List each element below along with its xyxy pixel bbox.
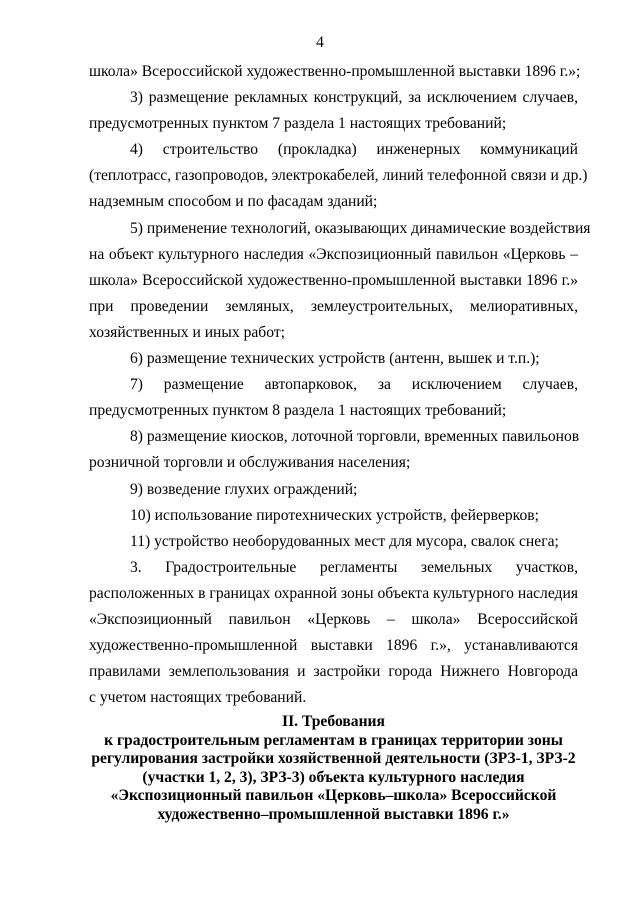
heading-title: II. Требования [282, 713, 385, 730]
paragraph-line: 5) применение технологий, оказывающих динамические воздействия [130, 219, 591, 237]
paragraph [89, 216, 591, 346]
paragraph [89, 346, 578, 372]
paragraph-line: с учетом настоящих требований. [89, 689, 307, 707]
paragraph-line: 3. Градостроительные регламенты земельных участков, [130, 558, 578, 576]
paragraph [89, 137, 588, 215]
paragraph-line: 10) использование пиротехнических устройств, фейерверков; [130, 506, 539, 524]
paragraph-line: на объект культурного наследия «Экспозиционный павильон «Церковь – [89, 245, 578, 263]
paragraph-line: 6) размещение технических устройств (антенн, вышек и т.п.); [130, 350, 540, 368]
paragraph-line: (теплотрасс, газопроводов, электрокабелей, линий телефонной связи и др.) [89, 167, 588, 185]
paragraph-line: 11) устройство необорудованных мест для мусора, свалок снега; [130, 532, 559, 550]
page-number: 4 [316, 34, 324, 51]
paragraph-line: 3) размещение рекламных конструкций, за исключением случаев, [130, 89, 578, 107]
paragraph-line: 4) строительство (прокладка) инженерных коммуникаций [130, 141, 578, 159]
heading-line: (участки 1, 2, 3), ЗРЗ-3) объекта культурного наследия [142, 768, 525, 786]
paragraph-line: 8) размещение киосков, лоточной торговли, временных павильонов [130, 428, 580, 446]
paragraph-line: правилами землепользования и застройки города Нижнего Новгорода [89, 663, 578, 681]
paragraph-line: предусмотренных пунктом 7 раздела 1 настоящих требований; [89, 115, 507, 133]
paragraph [89, 59, 581, 85]
paragraph-line: 9) возведение глухих ограждений; [130, 480, 358, 498]
paragraph [89, 477, 578, 503]
paragraph-line: надземным способом и по фасадам зданий; [89, 193, 378, 211]
heading-line: художественно–промышленной выставки 1896 г.» [157, 805, 510, 823]
paragraph [89, 503, 578, 529]
paragraph [89, 424, 578, 476]
heading-line: «Экспозиционный павильон «Церковь–школа» Всероссийской [110, 787, 557, 805]
paragraph [89, 555, 578, 712]
paragraph-line: «Экспозиционный павильон «Церковь – школа» Всероссийской [89, 610, 578, 628]
paragraph-line: школа» Всероссийской художественно-промышленной выставки 1896 г.» [89, 271, 578, 289]
heading-line: регулирования застройки хозяйственной деятельности (ЗРЗ-1, ЗРЗ-2 [91, 750, 576, 768]
paragraph-line: расположенных в границах охранной зоны объекта культурного наследия [89, 584, 578, 602]
paragraph-line: предусмотренных пунктом 8 раздела 1 настоящих требований; [89, 402, 507, 420]
heading-line: к градостроительным регламентам в границах территории зоны [104, 731, 563, 749]
paragraph-line: при проведении земляных, землеустроительных, мелиоративных, [89, 297, 578, 315]
document-body [89, 59, 591, 711]
paragraph-line: художественно-промышленной выставки 1896 г.», устанавливаются [89, 637, 578, 655]
paragraph-line: розничной торговли и обслуживания населения; [89, 454, 411, 472]
paragraph-line: школа» Всероссийской художественно-промышленной выставки 1896 г.»; [89, 63, 581, 80]
paragraph [89, 529, 578, 555]
section-heading [89, 713, 578, 825]
paragraph-line: 7) размещение автопарковок, за исключением случаев, [130, 376, 578, 394]
paragraph [89, 372, 578, 424]
paragraph-line: хозяйственных и иных работ; [89, 323, 285, 341]
paragraph [89, 85, 578, 137]
